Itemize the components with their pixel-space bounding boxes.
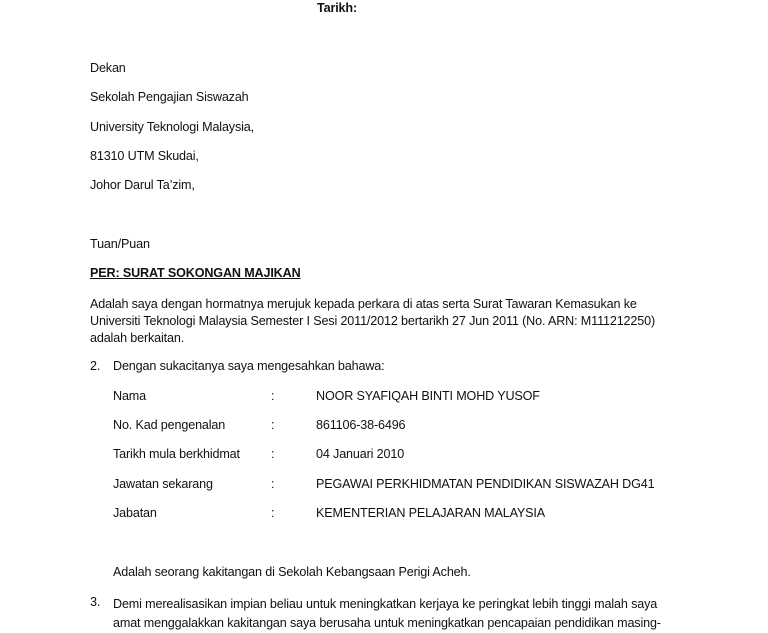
details-value: NOOR SYAFIQAH BINTI MOHD YUSOF: [316, 389, 540, 403]
section-number: 3.: [90, 595, 101, 609]
staff-statement: Adalah seorang kakitangan di Sekolah Kebangsaan Perigi Acheh.: [113, 565, 471, 579]
details-colon: :: [271, 477, 275, 491]
details-value: 861106-38-6496: [316, 418, 406, 432]
paragraph-1: [90, 296, 655, 347]
details-value: PEGAWAI PERKHIDMATAN PENDIDIKAN SISWAZAH DG41: [316, 477, 655, 491]
date-label: Tarikh:: [317, 1, 358, 15]
section-3-text: [113, 595, 661, 633]
recipient-line: Johor Darul Ta’zim,: [90, 178, 195, 192]
section-number: 2.: [90, 359, 101, 373]
details-label: No. Kad pengenalan: [113, 418, 226, 432]
details-colon: :: [271, 506, 275, 520]
paragraph-line: amat menggalakkan kakitangan saya berusaha untuk meningkatkan pencapaian pendidikan masing-: [113, 616, 661, 630]
recipient-line: Sekolah Pengajian Siswazah: [90, 90, 249, 104]
salutation: Tuan/Puan: [90, 237, 150, 251]
details-colon: :: [271, 418, 275, 432]
details-value: KEMENTERIAN PELAJARAN MALAYSIA: [316, 506, 546, 520]
paragraph-line: Universiti Teknologi Malaysia Semester I Sesi 2011/2012 bertarikh 27 Jun 2011 (No. ARN: M111212250): [90, 314, 656, 328]
section-intro: Dengan sukacitanya saya mengesahkan bahawa:: [113, 359, 385, 373]
paragraph-line: Demi merealisasikan impian beliau untuk meningkatkan kerjaya ke peringkat lebih tinggi malah saya: [113, 597, 658, 611]
details-colon: :: [271, 447, 275, 461]
recipient-line: 81310 UTM Skudai,: [90, 149, 199, 163]
paragraph-line: adalah berkaitan.: [90, 331, 185, 345]
details-label: Jabatan: [113, 506, 157, 520]
details-label: Tarikh mula berkhidmat: [113, 447, 240, 461]
recipient-line: Dekan: [90, 61, 126, 75]
details-value: 04 Januari 2010: [316, 447, 405, 461]
paragraph-line: Adalah saya dengan hormatnya merujuk kepada perkara di atas serta Surat Tawaran Kemasukan ke: [90, 297, 637, 311]
recipient-line: University Teknologi Malaysia,: [90, 120, 254, 134]
details-label: Jawatan sekarang: [113, 477, 213, 491]
details-colon: :: [271, 389, 275, 403]
subject-line: PER: SURAT SOKONGAN MAJIKAN: [90, 266, 301, 280]
details-label: Nama: [113, 389, 146, 403]
